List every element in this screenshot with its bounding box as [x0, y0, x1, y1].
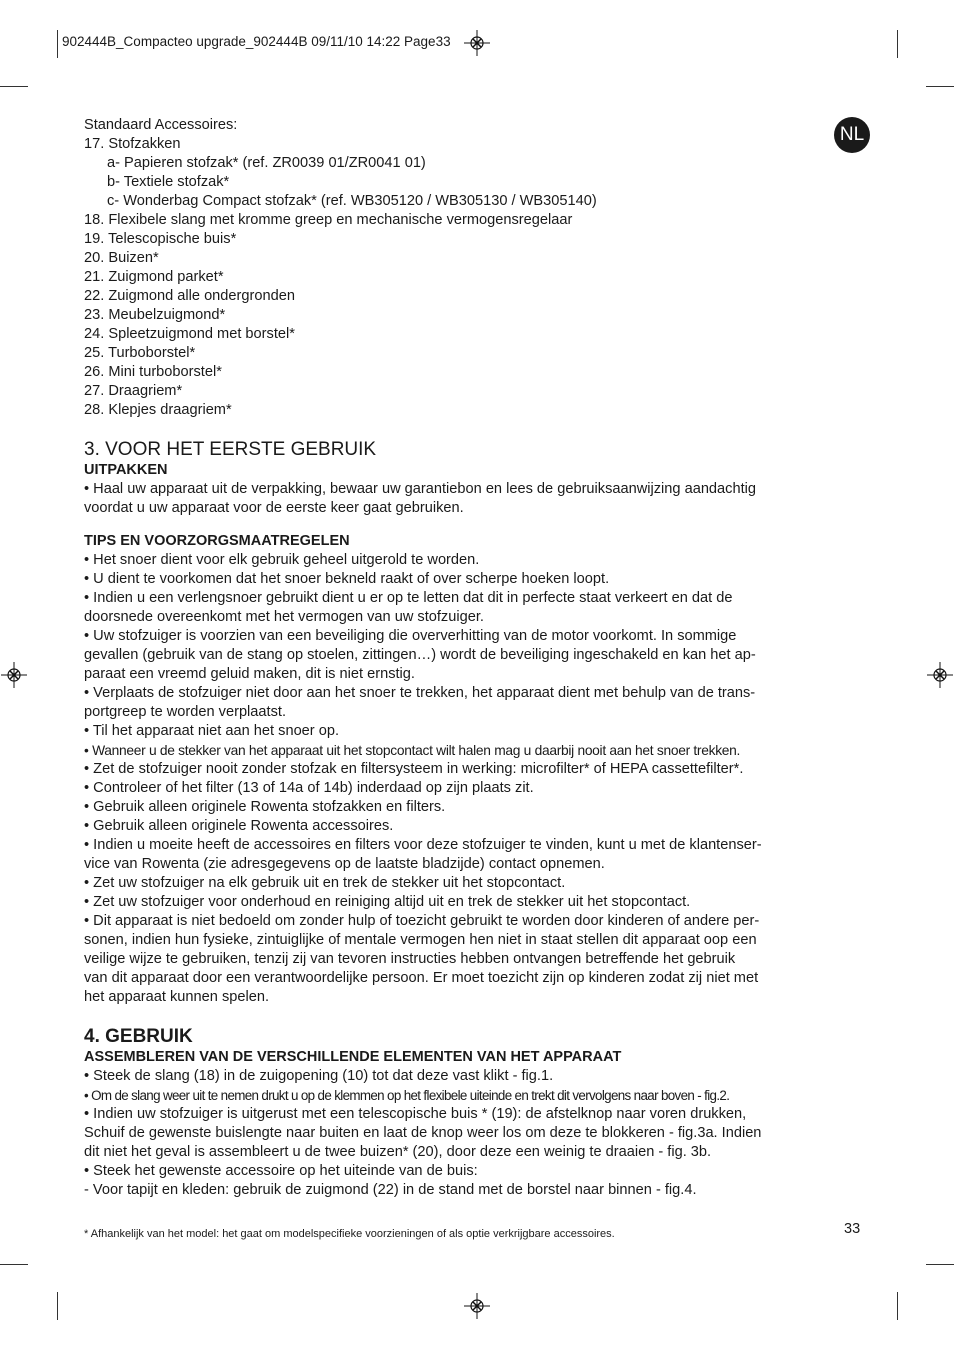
text-line: doorsnede overeenkomt met het vermogen van uw stofzuiger.	[84, 609, 484, 625]
list-item: 20. Buizen*	[84, 250, 159, 266]
list-item: 18. Flexibele slang met kromme greep en mechanische vermogensregelaar	[84, 212, 573, 228]
text-line: • Haal uw apparaat uit de verpakking, bewaar uw garantiebon en lees de gebruiksaanwijzing aandachtig	[84, 481, 756, 497]
text-line: voordat u uw apparaat voor de eerste keer gaat gebruiken.	[84, 500, 464, 516]
text-line: gevallen (gebruik van de stang op stoelen, zittingen…) wordt de beveiliging ingeschakeld en kan het ap-	[84, 647, 756, 663]
language-badge: NL	[834, 117, 870, 153]
text-line: • Controleer of het filter (13 of 14a of 14b) inderdaad op zijn plaats zit.	[84, 780, 534, 796]
subsection-heading: TIPS EN VOORZORGSMAATREGELEN	[84, 533, 350, 549]
text-line: sonen, indien hun fysieke, zintuiglijke of mentale vermogen hen niet in staat stellen dit apparaat oop een	[84, 932, 757, 948]
crop-mark	[0, 1264, 28, 1265]
list-item: 26. Mini turboborstel*	[84, 364, 222, 380]
text-line: • Wanneer u de stekker van het apparaat uit het stopcontact wilt halen mag u daarbij nooit aan het snoer trekken.	[84, 743, 741, 758]
text-line: het apparaat kunnen spelen.	[84, 989, 270, 1005]
text-line: • Het snoer dient voor elk gebruik geheel uitgerold te worden.	[84, 552, 480, 568]
registration-mark-icon	[1, 662, 27, 688]
text-line: • Indien u moeite heeft de accessoires en filters voor deze stofzuiger te vinden, kunt u met de klantenser-	[84, 837, 762, 853]
text-line: van dit apparaat door een verantwoordelijke persoon. Er moet toezicht zijn op kinderen zodat zij niet met	[84, 970, 759, 986]
list-item: 24. Spleetzuigmond met borstel*	[84, 326, 295, 342]
accessories-title: Standaard Accessoires:	[84, 117, 238, 133]
list-item: 25. Turboborstel*	[84, 345, 196, 361]
list-item: 27. Draagriem*	[84, 383, 183, 399]
crop-mark	[926, 86, 954, 87]
text-line: paraat een vreemd geluid maken, dit is niet ernstig.	[84, 666, 415, 682]
text-line: • Dit apparaat is niet bedoeld om zonder hulp of toezicht gebruikt te worden door kinderen of andere per-	[84, 913, 760, 929]
list-item: 17. Stofzakken	[84, 136, 181, 152]
crop-mark	[897, 1292, 898, 1320]
crop-mark	[57, 30, 58, 58]
list-item: 19. Telescopische buis*	[84, 231, 237, 247]
registration-mark-icon	[464, 1293, 490, 1319]
crop-mark	[926, 1264, 954, 1265]
registration-mark-icon	[464, 30, 490, 56]
text-line: Schuif de gewenste buislengte naar buiten en laat de knop weer los om deze te blokkeren - fig.3a. Indien	[84, 1125, 762, 1141]
list-item: 21. Zuigmond parket*	[84, 269, 224, 285]
page-number: 33	[844, 1221, 861, 1237]
text-line: dit niet het geval is assembleert u de twee buizen* (20), door deze een weinig te draaien - fig. 3b.	[84, 1144, 712, 1160]
text-line: • Steek het gewenste accessoire op het uiteinde van de buis:	[84, 1163, 478, 1179]
list-subitem: c- Wonderbag Compact stofzak* (ref. WB305120 / WB305130 / WB305140)	[107, 193, 597, 209]
text-line: • Indien uw stofzuiger is uitgerust met een telescopische buis * (19): de afstelknop naar voren drukken,	[84, 1106, 747, 1122]
page-content	[84, 116, 874, 1200]
text-line: • Uw stofzuiger is voorzien van een beveiliging die oververhitting van de motor voorkomt. In sommige	[84, 628, 737, 644]
text-line: • Zet uw stofzuiger voor onderhoud en reiniging altijd uit en trek de stekker uit het stopcontact.	[84, 894, 691, 910]
subsection-heading: ASSEMBLEREN VAN DE VERSCHILLENDE ELEMENTEN VAN HET APPARAAT	[84, 1049, 622, 1065]
text-line: • Gebruik alleen originele Rowenta stofzakken en filters.	[84, 799, 446, 815]
text-line: • Om de slang weer uit te nemen drukt u op de klemmen op het flexibele uiteinde en trekt dit vervolgens naar boven - fig.2.	[84, 1088, 730, 1103]
text-line: • Zet de stofzuiger nooit zonder stofzak en filtersysteem in werking: microfilter* of HEPA cassettefilter*.	[84, 761, 744, 777]
text-line: • Indien u een verlengsnoer gebruikt dient u er op te letten dat dit in perfecte staat verkeert en dat de	[84, 590, 733, 606]
text-line: portgreep te worden verplaatst.	[84, 704, 286, 720]
crop-mark	[0, 86, 28, 87]
text-line: • Steek de slang (18) in de zuigopening (10) tot dat deze vast klikt - fig.1.	[84, 1068, 554, 1084]
crop-mark	[57, 1292, 58, 1320]
text-line: • Gebruik alleen originele Rowenta accessoires.	[84, 818, 394, 834]
registration-mark-icon	[927, 662, 953, 688]
section-title: 3. VOOR HET EERSTE GEBRUIK	[84, 439, 377, 460]
list-subitem: a- Papieren stofzak* (ref. ZR0039 01/ZR0041 01)	[107, 155, 426, 171]
text-line: • U dient te voorkomen dat het snoer bekneld raakt of over scherpe hoeken loopt.	[84, 571, 610, 587]
list-subitem: b- Textiele stofzak*	[107, 174, 230, 190]
text-line: • Til het apparaat niet aan het snoer op.	[84, 723, 339, 739]
subsection-heading: UITPAKKEN	[84, 462, 168, 478]
text-line: • Zet uw stofzuiger na elk gebruik uit en trek de stekker uit het stopcontact.	[84, 875, 566, 891]
list-item: 28. Klepjes draagriem*	[84, 402, 232, 418]
section-title: 4. GEBRUIK	[84, 1026, 193, 1047]
footnote: * Afhankelijk van het model: het gaat om modelspecifieke voorzieningen of als optie verkrijgbare accessoires.	[84, 1228, 615, 1240]
list-item: 22. Zuigmond alle ondergronden	[84, 288, 295, 304]
print-header: 902444B_Compacteo upgrade_902444B 09/11/10 14:22 Page33	[62, 34, 451, 49]
list-item: 23. Meubelzuigmond*	[84, 307, 226, 323]
text-line: • Verplaats de stofzuiger niet door aan het snoer te trekken, het apparaat dient met behulp van de trans-	[84, 685, 756, 701]
text-line: - Voor tapijt en kleden: gebruik de zuigmond (22) in de stand met de borstel naar binnen - fig.4.	[84, 1182, 697, 1198]
text-line: veilige wijze te gebruiken, tenzij zij van tevoren instructies hebben ontvangen betreffende het gebruik	[84, 951, 736, 967]
crop-mark	[897, 30, 898, 58]
text-line: vice van Rowenta (zie adresgegevens op de laatste bladzijde) contact opnemen.	[84, 856, 605, 872]
